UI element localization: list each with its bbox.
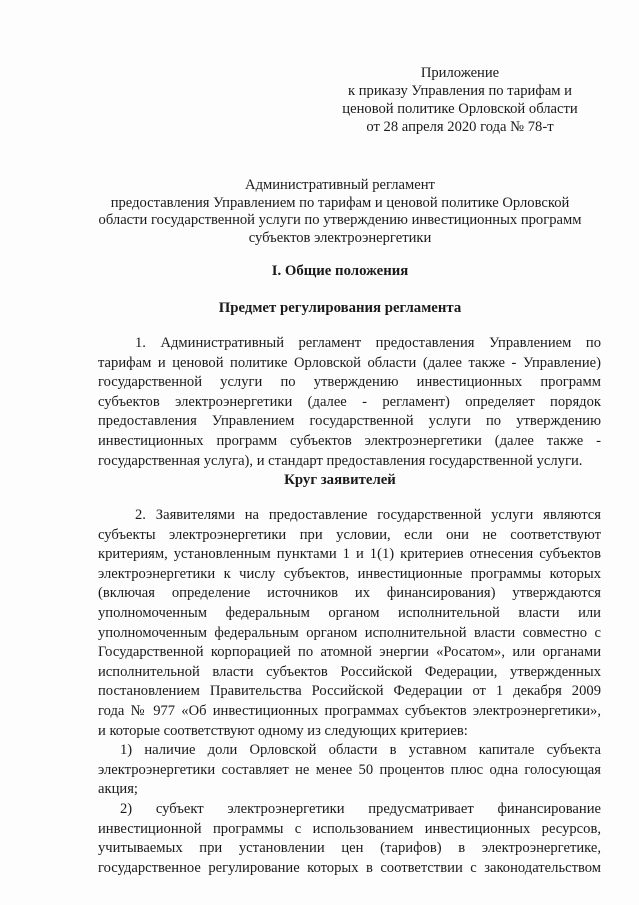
paragraph-2-line: Государственной корпорацией по атомной энергии «Росатом», или органами (98, 644, 601, 661)
title-line-2: предоставления Управлением по тарифам и ценовой политике Орловской (110, 194, 570, 211)
paragraph-2-line: уполномоченным федеральным органом исполнительной власти совместно с (98, 624, 601, 641)
title-line-1: Административный регламент (245, 177, 435, 193)
document-title (80, 177, 600, 247)
criterion-2-line: 2) субъект электроэнергетики предусматривает финансирование (120, 801, 601, 817)
paragraph-1-line: инвестиционных программ субъектов электроэнергетики (далее также - (98, 432, 601, 449)
paragraph-2-line: критериям, установленным пунктами 1 и 1(1) критериев отнесения субъектов (98, 546, 601, 563)
paragraph-2-line: постановлением Правительства Российской Федерации от 1 декабря 2009 (98, 683, 601, 700)
criterion-2-line: учитываемых при установлении цен (тарифов) в электроэнергетике, (98, 840, 601, 857)
criterion-1-line: 1) наличие доли Орловской области в уставном капитале субъекта (120, 742, 601, 758)
appendix-header (330, 64, 590, 136)
criterion-1-line: акция; (98, 781, 138, 798)
criterion-item-1 (98, 741, 601, 800)
section-heading-applicants: Круг заявителей (284, 472, 396, 488)
paragraph-1-line: субъектов электроэнергетики (далее - регламент) определяет порядок (98, 393, 601, 410)
section-heading-general: I. Общие положения (271, 263, 409, 279)
paragraph-1 (98, 334, 601, 471)
appendix-order-line: к приказу Управления по тарифам и (347, 83, 572, 99)
paragraph-1-line: предоставления Управлением государственной услуги по утверждению (98, 413, 601, 430)
paragraph-2-line: (включая определение источников их финансирования) утверждаются (98, 585, 601, 602)
paragraph-2-line: субъекты электроэнергетики при условии, если они не соответствуют (98, 526, 601, 543)
paragraph-1-line: 1. Административный регламент предоставления Управлением по (135, 335, 601, 351)
paragraph-2-line: уполномоченным федеральным органом исполнительной власти или (98, 604, 601, 621)
title-line-4: субъектов электроэнергетики (248, 229, 432, 246)
paragraph-2 (98, 506, 601, 741)
paragraph-1-line: государственная услуга), и стандарт предоставления государственной услуги. (98, 452, 583, 469)
criterion-1-line: электроэнергетики составляет не менее 50 процентов плюс одна голосующая (98, 761, 601, 778)
subheading-subject: Предмет регулирования регламента (218, 300, 462, 316)
criterion-item-2 (98, 800, 601, 878)
appendix-label: Приложение (420, 65, 500, 81)
paragraph-1-line: тарифам и ценовой политике Орловской области (далее также - Управление) (98, 354, 601, 371)
paragraph-2-line: исполнительной власти субъектов Российской Федерации, утвержденных (98, 663, 601, 680)
paragraph-2-line: 2. Заявителями на предоставление государственной услуги являются (135, 507, 601, 523)
appendix-date-line: от 28 апреля 2020 года № 78-т (366, 119, 554, 135)
paragraph-2-line: и которые соответствуют одному из следующих критериев: (98, 722, 468, 739)
criterion-2-line: государственное регулирование которых в соответствии с законодательством (98, 859, 601, 876)
paragraph-2-line: электроэнергетики к числу субъектов, инвестиционные программы которых (98, 565, 601, 582)
criterion-2-line: инвестиционной программы с использованием инвестиционных ресурсов, (98, 820, 601, 837)
paragraph-2-line: года № 977 «Об инвестиционных программах субъектов электроэнергетики», (98, 702, 601, 719)
title-line-3: области государственной услуги по утверждению инвестиционных программ (98, 212, 582, 228)
paragraph-1-line: государственной услуги по утверждению инвестиционных программ (98, 374, 601, 391)
appendix-authority-line: ценовой политике Орловской области (342, 101, 578, 117)
